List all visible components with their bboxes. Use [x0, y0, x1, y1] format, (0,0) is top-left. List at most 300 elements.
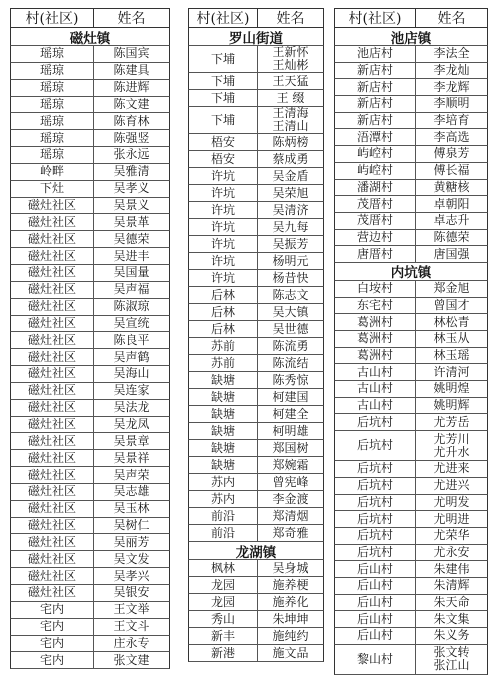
table-row — [188, 440, 324, 457]
village-cell: 磁灶社区 — [11, 568, 94, 584]
person-name: 林玉瑶 — [433, 348, 470, 363]
table-row — [188, 321, 324, 338]
person-name: 傅泉芳 — [433, 146, 470, 161]
person-name: 陈流勇 — [272, 338, 309, 353]
name-cell — [258, 151, 323, 167]
village-cell: 后坑村 — [335, 414, 416, 430]
village-cell: 潘湖村 — [335, 180, 416, 196]
village-cell: 磁灶社区 — [11, 265, 94, 281]
table-row — [10, 231, 170, 248]
person-name: 杨明元 — [272, 253, 309, 268]
name-cell — [416, 129, 487, 145]
table-row — [188, 491, 324, 508]
name-cell — [94, 501, 169, 517]
table-row — [188, 73, 324, 90]
table-row — [10, 366, 170, 383]
village-cell: 磁灶社区 — [11, 349, 94, 365]
village-cell: 下灶 — [11, 181, 94, 197]
person-name: 王清海 — [272, 107, 309, 120]
name-cell — [416, 331, 487, 347]
person-name: 李龙灿 — [433, 63, 470, 78]
table-row — [334, 331, 488, 348]
person-name: 吴孝兴 — [113, 568, 150, 583]
person-name: 尤芳川 — [433, 431, 470, 446]
name-cell — [258, 525, 323, 541]
name-cell — [94, 383, 169, 399]
table-row — [334, 129, 488, 146]
table-row — [188, 253, 324, 270]
village-cell: 梧安 — [189, 134, 258, 150]
name-cell — [258, 560, 323, 576]
village-cell: 后山村 — [335, 595, 416, 611]
name-cell — [94, 63, 169, 79]
table-row — [334, 495, 488, 512]
table-row — [10, 400, 170, 417]
village-cell: 许坑 — [189, 270, 258, 286]
person-name: 尤进兴 — [433, 478, 470, 493]
person-name: 吴声荣 — [113, 467, 150, 482]
person-name: 陈流结 — [272, 355, 309, 370]
table-chidian-neikeng — [334, 8, 488, 675]
name-cell — [258, 491, 323, 507]
table-row — [10, 433, 170, 450]
person-name: 陈德荣 — [433, 229, 470, 244]
person-name: 尤永安 — [433, 544, 470, 559]
table-row — [10, 551, 170, 568]
village-cell: 磁灶社区 — [11, 417, 94, 433]
person-name: 柯明雄 — [272, 423, 309, 438]
village-cell: 岭畔 — [11, 164, 94, 180]
name-cell — [94, 484, 169, 500]
table-row — [334, 63, 488, 80]
name-cell — [416, 511, 487, 527]
person-name: 陈育林 — [113, 113, 150, 128]
village-cell: 龙园 — [189, 577, 258, 593]
person-name: 庄永专 — [113, 635, 150, 650]
person-name: 吴世德 — [272, 321, 309, 336]
name-cell — [416, 63, 487, 79]
village-cell: 后坑村 — [335, 511, 416, 527]
table-row — [188, 134, 324, 151]
name-cell — [416, 545, 487, 561]
name-cell — [416, 528, 487, 544]
person-name: 吴声鹤 — [113, 349, 150, 364]
table-row — [10, 518, 170, 535]
village-cell: 后坑村 — [335, 461, 416, 477]
person-name: 陈炳榜 — [272, 134, 309, 149]
name-cell — [416, 628, 487, 644]
village-cell: 白垵村 — [335, 281, 416, 297]
header-name: 姓名 — [117, 11, 146, 27]
person-name: 吴法龙 — [113, 400, 150, 415]
section-title: 池店镇 — [334, 28, 488, 46]
table-row — [334, 113, 488, 130]
name-cell — [94, 551, 169, 567]
village-cell: 龙园 — [189, 594, 258, 610]
name-cell — [94, 231, 169, 247]
village-cell: 磁灶社区 — [11, 316, 94, 332]
table-row — [334, 96, 488, 113]
table-row — [334, 645, 488, 675]
name-cell — [416, 398, 487, 414]
name-cell — [94, 316, 169, 332]
village-cell: 许坑 — [189, 253, 258, 269]
person-name: 张永远 — [113, 147, 150, 162]
name-cell — [94, 400, 169, 416]
person-name: 朱天命 — [433, 594, 470, 609]
village-cell: 下埔 — [189, 107, 258, 133]
section-title: 罗山街道 — [188, 28, 324, 46]
table-row — [10, 467, 170, 484]
table-row — [188, 355, 324, 372]
table-row — [10, 349, 170, 366]
village-cell: 黎山村 — [335, 645, 416, 674]
person-name: 蔡成勇 — [272, 151, 309, 166]
person-name: 林松青 — [433, 314, 470, 329]
table-row — [334, 431, 488, 461]
table-row — [10, 46, 170, 63]
table-row — [334, 196, 488, 213]
table-row — [188, 338, 324, 355]
village-cell: 磁灶社区 — [11, 282, 94, 298]
person-name: 吴声福 — [113, 282, 150, 297]
name-cell — [94, 214, 169, 230]
name-cell — [258, 372, 323, 388]
table-row — [334, 146, 488, 163]
name-cell — [258, 577, 323, 593]
name-cell — [258, 355, 323, 371]
section-title: 磁灶镇 — [10, 28, 170, 46]
person-name: 尤明发 — [433, 494, 470, 509]
table-row — [188, 236, 324, 253]
name-cell — [416, 431, 487, 460]
name-cell — [94, 198, 169, 214]
table-row — [334, 79, 488, 96]
village-cell: 缺塘 — [189, 372, 258, 388]
name-cell — [258, 508, 323, 524]
village-cell: 茂厝村 — [335, 213, 416, 229]
village-cell: 后山村 — [335, 628, 416, 644]
table-row — [10, 619, 170, 636]
table-row — [334, 611, 488, 628]
person-name: 吴九每 — [272, 219, 309, 234]
person-name: 尤芳岳 — [433, 414, 470, 429]
name-cell — [416, 180, 487, 196]
table-row — [334, 595, 488, 612]
table-row — [10, 248, 170, 265]
village-cell: 新店村 — [335, 79, 416, 95]
name-cell — [94, 636, 169, 652]
name-cell — [258, 645, 323, 661]
person-name: 吴连家 — [113, 383, 150, 398]
header-name: 姓名 — [276, 11, 305, 27]
name-cell — [258, 185, 323, 201]
table-row — [188, 107, 324, 134]
person-name: 陈志文 — [272, 287, 309, 302]
village-cell: 磁灶社区 — [11, 248, 94, 264]
name-cell — [258, 46, 323, 72]
name-cell — [416, 246, 487, 262]
name-cell — [258, 304, 323, 320]
village-cell: 葛洲村 — [335, 348, 416, 364]
header-village: 村(社区) — [335, 9, 416, 27]
table-row — [188, 474, 324, 491]
person-name: 尤升水 — [433, 444, 470, 459]
name-cell — [258, 628, 323, 644]
table-row — [10, 652, 170, 669]
name-cell — [258, 73, 323, 89]
village-cell: 下埔 — [189, 73, 258, 89]
table-row — [10, 450, 170, 467]
person-name: 卓志升 — [433, 213, 470, 228]
person-name: 陈国宾 — [113, 46, 150, 61]
table-row — [188, 46, 324, 73]
table-row — [188, 185, 324, 202]
person-name: 吴丽芳 — [113, 534, 150, 549]
person-name: 施纯约 — [272, 628, 309, 643]
name-cell — [94, 113, 169, 129]
village-cell: 磁灶社区 — [11, 214, 94, 230]
name-cell — [94, 299, 169, 315]
name-cell — [258, 202, 323, 218]
person-name: 尤荣华 — [433, 528, 470, 543]
village-cell: 磁灶社区 — [11, 433, 94, 449]
table-row — [188, 202, 324, 219]
village-cell: 磁灶社区 — [11, 484, 94, 500]
village-cell: 缺塘 — [189, 457, 258, 473]
table-row — [188, 508, 324, 525]
name-cell — [416, 364, 487, 380]
name-cell — [94, 366, 169, 382]
table-row — [188, 577, 324, 594]
person-name: 吴景祥 — [113, 450, 150, 465]
table-header — [10, 8, 170, 28]
name-cell — [416, 478, 487, 494]
village-cell: 磁灶社区 — [11, 299, 94, 315]
village-cell: 缺塘 — [189, 406, 258, 422]
person-name: 朱坤坤 — [272, 611, 309, 626]
table-row — [188, 525, 324, 542]
village-cell: 磁灶社区 — [11, 585, 94, 601]
table-row — [334, 298, 488, 315]
name-cell — [416, 645, 487, 674]
person-name: 陈良平 — [113, 332, 150, 347]
name-cell — [416, 196, 487, 212]
village-cell: 许坑 — [189, 185, 258, 201]
name-cell — [94, 652, 169, 668]
table-row — [188, 168, 324, 185]
village-cell: 新店村 — [335, 96, 416, 112]
table-row — [10, 501, 170, 518]
table-row — [188, 219, 324, 236]
person-name: 吴清济 — [272, 202, 309, 217]
table-row — [334, 528, 488, 545]
person-name: 傅长福 — [433, 163, 470, 178]
table-luoshan-longhu — [188, 8, 324, 662]
village-cell: 苏前 — [189, 355, 258, 371]
person-name: 王文斗 — [113, 619, 150, 634]
table-row — [334, 348, 488, 365]
name-cell — [416, 495, 487, 511]
person-name: 吴金盾 — [272, 168, 309, 183]
village-cell: 屿崆村 — [335, 163, 416, 179]
village-cell: 枫林 — [189, 560, 258, 576]
village-cell: 宅内 — [11, 602, 94, 618]
table-row — [10, 282, 170, 299]
person-name: 吴玉林 — [113, 501, 150, 516]
table-row — [10, 63, 170, 80]
village-cell: 瑶琼 — [11, 97, 94, 113]
table-row — [10, 383, 170, 400]
name-cell — [94, 518, 169, 534]
village-cell: 磁灶社区 — [11, 332, 94, 348]
village-cell: 下埔 — [189, 46, 258, 72]
name-cell — [258, 253, 323, 269]
table-row — [10, 299, 170, 316]
person-name: 姚明煌 — [433, 381, 470, 396]
person-name: 张文建 — [113, 652, 150, 667]
village-cell: 唐厝村 — [335, 246, 416, 262]
name-cell — [258, 406, 323, 422]
table-row — [334, 461, 488, 478]
village-cell: 东宅村 — [335, 298, 416, 314]
person-name: 吴景义 — [113, 198, 150, 213]
village-cell: 浯潭村 — [335, 129, 416, 145]
village-cell: 磁灶社区 — [11, 198, 94, 214]
table-row — [334, 628, 488, 645]
person-name: 柯建国 — [272, 389, 309, 404]
village-cell: 后坑村 — [335, 528, 416, 544]
name-cell — [258, 389, 323, 405]
person-name: 吴宣统 — [113, 315, 150, 330]
person-name: 吴德荣 — [113, 231, 150, 246]
person-name: 柯建全 — [272, 406, 309, 421]
table-row — [10, 164, 170, 181]
name-cell — [94, 147, 169, 163]
person-name: 吴国量 — [113, 265, 150, 280]
table-row — [334, 314, 488, 331]
table-row — [334, 578, 488, 595]
village-cell: 苏内 — [189, 491, 258, 507]
name-cell — [416, 414, 487, 430]
person-name: 李高选 — [433, 129, 470, 144]
person-name: 李顺明 — [433, 96, 470, 111]
table-row — [334, 545, 488, 562]
table-row — [188, 611, 324, 628]
village-cell: 秀山 — [189, 611, 258, 627]
person-name: 陈文建 — [113, 96, 150, 111]
village-cell: 磁灶社区 — [11, 231, 94, 247]
village-cell: 新丰 — [189, 628, 258, 644]
table-row — [188, 304, 324, 321]
table-cizao — [10, 8, 170, 669]
name-cell — [94, 534, 169, 550]
village-cell: 瑶琼 — [11, 130, 94, 146]
table-row — [10, 636, 170, 653]
name-cell — [94, 332, 169, 348]
person-name: 王新怀 — [272, 46, 309, 59]
village-cell: 宅内 — [11, 636, 94, 652]
person-name: 曾宪峰 — [272, 474, 309, 489]
name-cell — [258, 611, 323, 627]
person-name: 陈淑琼 — [113, 299, 150, 314]
person-name: 吴文发 — [113, 551, 150, 566]
name-cell — [258, 90, 323, 106]
name-cell — [258, 321, 323, 337]
name-cell — [258, 270, 323, 286]
table-row — [188, 457, 324, 474]
person-name: 林玉从 — [433, 331, 470, 346]
table-row — [188, 389, 324, 406]
village-cell: 瑶琼 — [11, 46, 94, 62]
table-row — [10, 534, 170, 551]
name-cell — [94, 585, 169, 601]
village-cell: 古山村 — [335, 364, 416, 380]
table-row — [10, 602, 170, 619]
village-cell: 磁灶社区 — [11, 366, 94, 382]
name-cell — [258, 287, 323, 303]
person-name: 朱清辉 — [433, 578, 470, 593]
village-cell: 磁灶社区 — [11, 534, 94, 550]
person-name: 吴雅清 — [113, 164, 150, 179]
village-cell: 下埔 — [189, 90, 258, 106]
village-cell: 缺塘 — [189, 423, 258, 439]
person-name: 王清山 — [272, 119, 309, 133]
person-name: 郑金旭 — [433, 281, 470, 296]
village-cell: 许坑 — [189, 168, 258, 184]
name-cell — [258, 107, 323, 133]
table-row — [334, 414, 488, 431]
table-row — [188, 560, 324, 577]
name-cell — [416, 146, 487, 162]
table-row — [334, 478, 488, 495]
person-name: 吴景革 — [113, 214, 150, 229]
name-cell — [416, 595, 487, 611]
table-header — [334, 8, 488, 28]
person-name: 吴荣旭 — [272, 185, 309, 200]
section-title: 龙湖镇 — [188, 542, 324, 560]
name-cell — [416, 611, 487, 627]
table-row — [334, 213, 488, 230]
village-cell: 磁灶社区 — [11, 501, 94, 517]
person-name: 吴身城 — [272, 560, 309, 575]
table-row — [188, 90, 324, 107]
name-cell — [258, 457, 323, 473]
village-cell: 后山村 — [335, 578, 416, 594]
village-cell: 苏内 — [189, 474, 258, 490]
table-row — [334, 364, 488, 381]
table-row — [10, 417, 170, 434]
table-row — [10, 265, 170, 282]
name-cell — [94, 248, 169, 264]
village-cell: 苏前 — [189, 338, 258, 354]
name-cell — [94, 450, 169, 466]
person-name: 王灿彬 — [272, 58, 309, 72]
village-cell: 古山村 — [335, 398, 416, 414]
name-cell — [258, 423, 323, 439]
village-cell: 新店村 — [335, 113, 416, 129]
table-row — [188, 406, 324, 423]
name-cell — [416, 230, 487, 246]
person-name: 吴树仁 — [113, 518, 150, 533]
table-row — [10, 332, 170, 349]
village-cell: 前沿 — [189, 508, 258, 524]
person-name: 吴志雄 — [113, 484, 150, 499]
person-name: 姚明辉 — [433, 398, 470, 413]
person-name: 陈秀惊 — [272, 372, 309, 387]
person-name: 王天猛 — [272, 73, 309, 88]
person-name: 施养化 — [272, 594, 309, 609]
